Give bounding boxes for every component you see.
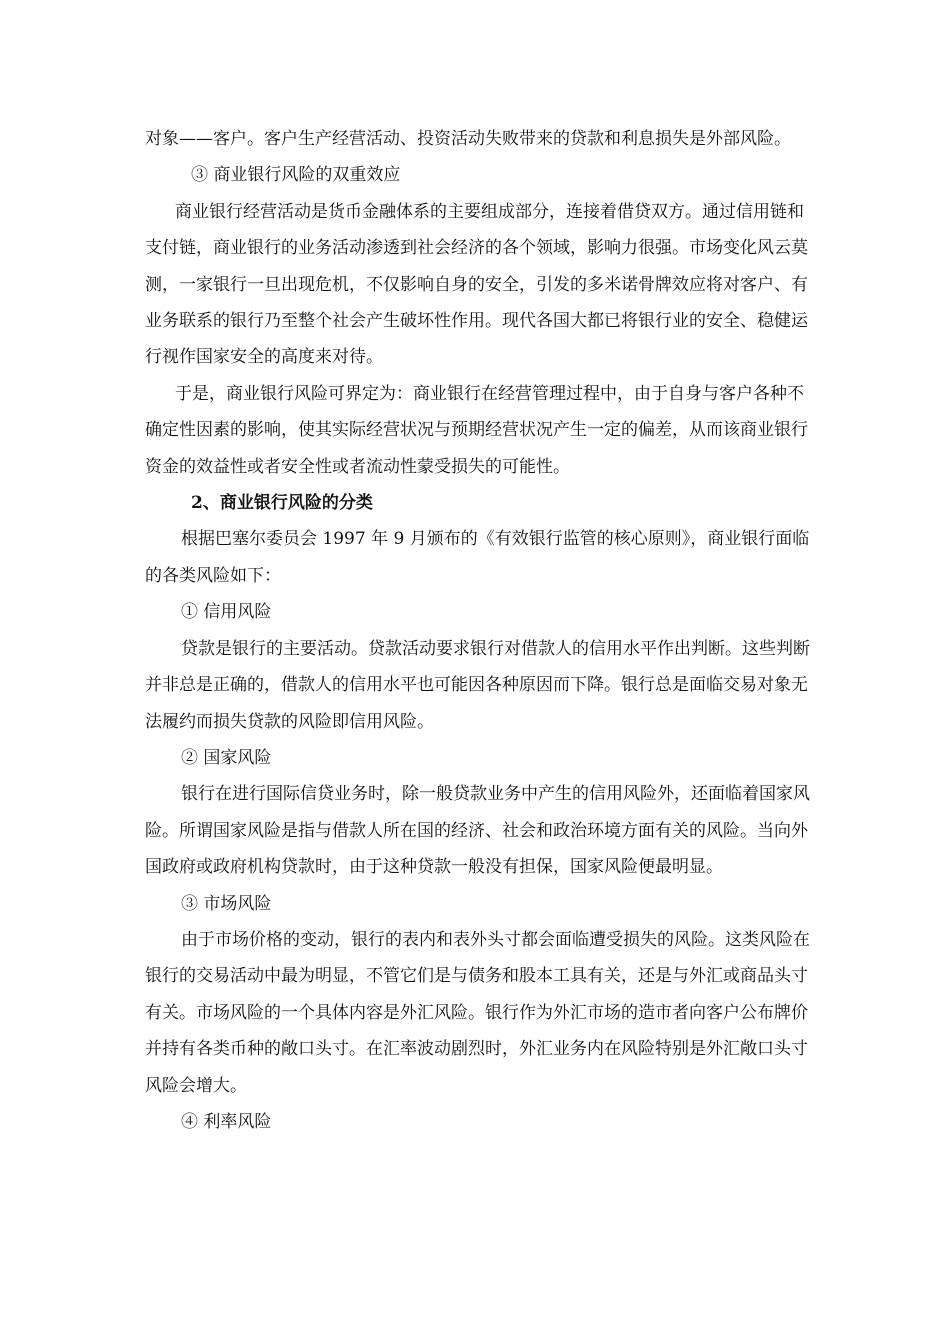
paragraph-dual-effect: 商业银行经营活动是货币金融体系的主要组成部分，连接着借贷双方。通过信用链和支付链，商业银行的业务活动渗透到社会经济的各个领域，影响力很强。市场变化风云莫测，一家银行一旦出现危机，不仅影响自身的安全，引发的多米诺骨牌效应将对客户、有业务联系的银行乃至整个社会产生破坏性作用。现代各国大都已将银行业的安全、稳健运行视作国家安全的高度来对待。 — [145, 201, 808, 368]
subheading-dual-effect: ③ 商业银行风险的双重效应 — [191, 165, 401, 186]
paragraph-external-risk: 对象——客户。客户生产经营活动、投资活动失败带来的贷款和利息损失是外部风险。 — [145, 129, 791, 149]
subheading-interest-rate-risk: ④ 利率风险 — [181, 1111, 272, 1132]
subheading-credit-risk: ① 信用风险 — [181, 602, 272, 623]
paragraph-country-risk: 银行在进行国际信贷业务时，除一般贷款业务中产生的信用风险外，还面临着国家风险。所谓国家风险是指与借款人所在国的经济、社会和政治环境方面有关的风险。当向外国政府或政府机构贷款时，由于这种贷款一般没有担保，国家风险便最明显。 — [145, 784, 810, 878]
paragraph-market-risk: 由于市场价格的变动，银行的表内和表外头寸都会面临遭受损失的风险。这类风险在银行的交易活动中最为明显，不管它们是与债务和股本工具有关，还是与外汇或商品头寸有关。市场风险的一个具体内容是外汇风险。银行作为外汇市场的造市者向客户公布牌价并持有各类币种的敞口头寸。在汇率波动剧烈时，外汇业务内在风险特别是外汇敞口头寸风险会增大。 — [145, 929, 810, 1096]
paragraph-risk-definition: 于是，商业银行风险可界定为：商业银行在经营管理过程中，由于自身与客户各种不确定性因素的影响，使其实际经营状况与预期经营状况产生一定的偏差，从而该商业银行资金的效益性或者安全性或者流动性蒙受损失的可能性。 — [145, 383, 808, 477]
document-body — [145, 121, 810, 1140]
paragraph-credit-risk: 贷款是银行的主要活动。贷款活动要求银行对借款人的信用水平作出判断。这些判断并非总是正确的，借款人的信用水平也可能因各种原因而下降。银行总是面临交易对象无法履约而损失贷款的风险即信用风险。 — [145, 638, 810, 732]
subheading-market-risk: ③ 市场风险 — [181, 893, 272, 914]
subheading-country-risk: ② 国家风险 — [181, 747, 272, 768]
paragraph-basel-intro: 根据巴塞尔委员会 1997 年 9 月颁布的《有效银行监管的核心原则》，商业银行面临的各类风险如下： — [145, 529, 810, 586]
section-heading-risk-classification: 2、商业银行风险的分类 — [191, 493, 373, 514]
